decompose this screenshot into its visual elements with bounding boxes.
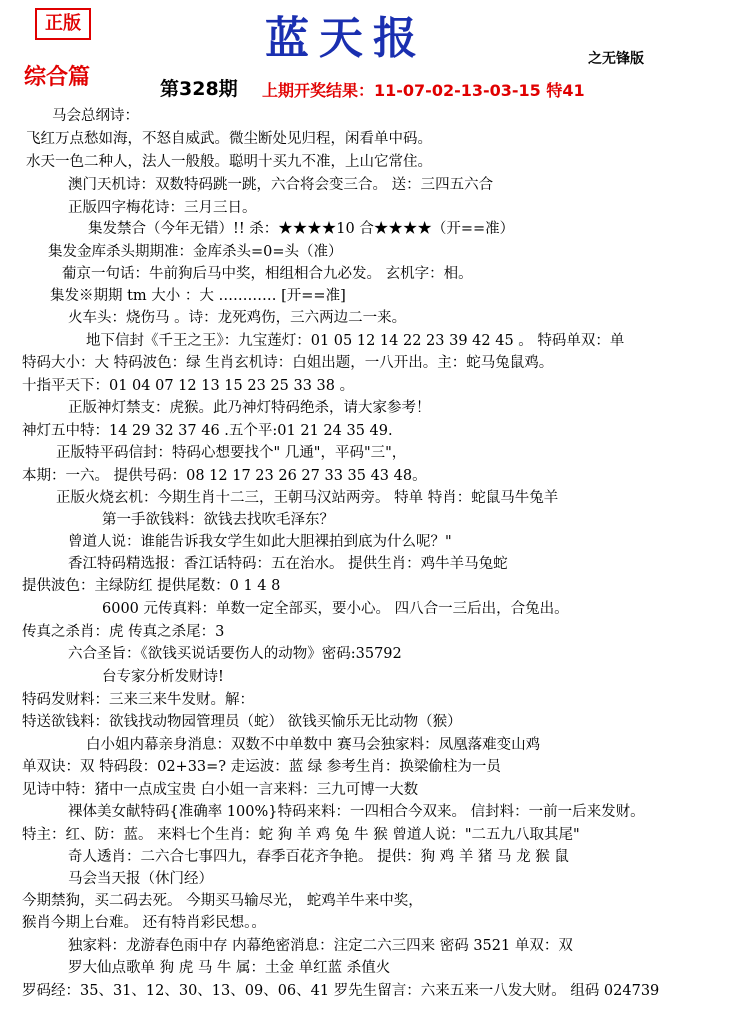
text-line: 十指平天下：01 04 07 12 13 15 23 25 33 38 。 xyxy=(22,378,355,394)
text-line: 飞红万点愁如海，不怒自威武。微尘断处见归程，闲看单中码。 xyxy=(26,131,432,147)
text-line: 奇人透肖：二六合七事四九，春季百花齐争艳。 提供：狗 鸡 羊 猪 马 龙 猴 鼠 xyxy=(68,849,569,865)
official-version-stamp: 正版 xyxy=(35,8,91,40)
text-line: 单双诀：双 特码段：02+33=? 走运波：蓝 绿 参考生肖：换梁偷柱为一员 xyxy=(22,759,501,775)
newspaper-title: 蓝天报 xyxy=(265,13,427,64)
text-line: 6000 元传真料：单数一定全部买，要小心。 四八合一三后出，合兔出。 xyxy=(102,601,569,617)
text-line: 传真之杀肖：虎 传真之杀尾：3 xyxy=(22,624,225,640)
text-line: 白小姐内幕亲身消息：双数不中单数中 赛马会独家料：凤凰落难变山鸡 xyxy=(86,737,541,753)
text-line: 本期：一六。 提供号码：08 12 17 23 26 27 33 35 43 48。 xyxy=(22,468,427,484)
text-line: 正版特平码信封：特码心想要找个" 几通"，平码"三"， xyxy=(56,445,407,461)
text-line: 猴肖今期上台难。 还有特肖彩民想。。 xyxy=(22,915,266,931)
text-line: 曾道人说：谁能告诉我女学生如此大胆裸拍到底为什么呢？" xyxy=(68,534,452,550)
text-line: 见诗中特：猪中一点成宝贵 白小姐一言来料：三九可博一大数 xyxy=(22,782,419,798)
text-line: 正版火烧玄机：今期生肖十二三，王朝马汉站两旁。 特单 特肖：蛇鼠马牛兔羊 xyxy=(56,490,559,506)
text-line: 六合圣旨：《欲钱买说话要伤人的动物》密码:35792 xyxy=(68,646,402,662)
text-line: 地下信封《千王之王》：九宝莲灯：01 05 12 14 22 23 39 42 45 。 特码单双：单 xyxy=(86,333,625,349)
text-line: 罗码经：35、31、12、30、13、09、06、41 罗先生留言：六来五来一八发大财。 组码 024739 xyxy=(22,983,660,999)
text-line: 马会当天报（休门经） xyxy=(68,871,213,887)
text-line: 独家料：龙游春色雨中存 内幕绝密消息：注定二六三四来 密码 3521 单双：双 xyxy=(68,938,573,954)
text-line: 神灯五中特：14 29 32 37 46 .五个平:01 21 24 35 49. xyxy=(22,423,393,439)
text-line: 裸体美女献特码{准确率 100%}特码来料：一四相合今双来。 信封料：一前一后来发财。 xyxy=(68,804,645,820)
text-line: 正版神灯禁支：虎猴。此乃神灯特码绝杀，请大家参考！ xyxy=(68,400,431,416)
issue-number: 第328期 xyxy=(160,78,238,100)
text-line: 集发金库杀头期期准：金库杀头=0=头（准） xyxy=(48,244,343,260)
text-line: 特码发财料：三来三来牛发财。解： xyxy=(22,692,254,708)
text-line: 第一手欲钱料：欲钱去找吹毛泽东？ xyxy=(102,512,334,528)
edition-subtitle: 之无锋版 xyxy=(588,51,644,67)
text-line: 马会总纲诗： xyxy=(52,108,139,124)
text-line: 特送欲钱料：欲钱找动物园管理员（蛇） 欲钱买愉乐无比动物（猴） xyxy=(22,714,462,730)
last-draw-result: 上期开奖结果：11-07-02-13-03-15 特41 xyxy=(262,81,585,100)
text-line: 香江特码精选报：香江话特码：五在治水。 提供生肖：鸡牛羊马兔蛇 xyxy=(68,556,508,572)
text-line: 特主：红、防：蓝。 来料七个生肖：蛇 狗 羊 鸡 兔 牛 猴 曾道人说："二五九八取其尾" xyxy=(22,827,580,843)
section-label: 综合篇 xyxy=(24,64,91,90)
text-line: 今期禁狗，买二码去死。 今期买马输尽光， 蛇鸡羊牛来中奖， xyxy=(22,893,423,909)
text-line: 罗大仙点歌单 狗 虎 马 牛 属：土金 单红蓝 杀值火 xyxy=(68,960,391,976)
text-line: 集发禁合（今年无错）!! 杀：★★★★10 合★★★★（开==准） xyxy=(88,221,515,237)
text-line: 火车头：烧伤马 。诗：龙死鸡伤，三六两边二一来。 xyxy=(68,310,407,326)
text-line: 提供波色：主绿防红 提供尾数：0 1 4 8 xyxy=(22,578,281,594)
text-line: 葡京一句话：牛前狗后马中奖，相组相合九必发。 玄机字：相。 xyxy=(62,266,473,282)
text-line: 特码大小：大 特码波色：绿 生肖玄机诗：白姐出题，一八开出。主：蛇马兔鼠鸡。 xyxy=(22,355,554,371)
text-line: 澳门天机诗：双数特码跳一跳，六合将会变三合。 送：三四五六合 xyxy=(68,177,494,193)
text-line: 集发※期期 tm 大小 ：大 ………… [开==准] xyxy=(50,288,346,304)
text-line: 水天一色二种人，法人一般般。聪明十买九不准，上山它常住。 xyxy=(26,154,432,170)
text-line: 正版四字梅花诗：三月三日。 xyxy=(68,200,257,216)
text-line: 台专家分析发财诗! xyxy=(102,669,224,685)
